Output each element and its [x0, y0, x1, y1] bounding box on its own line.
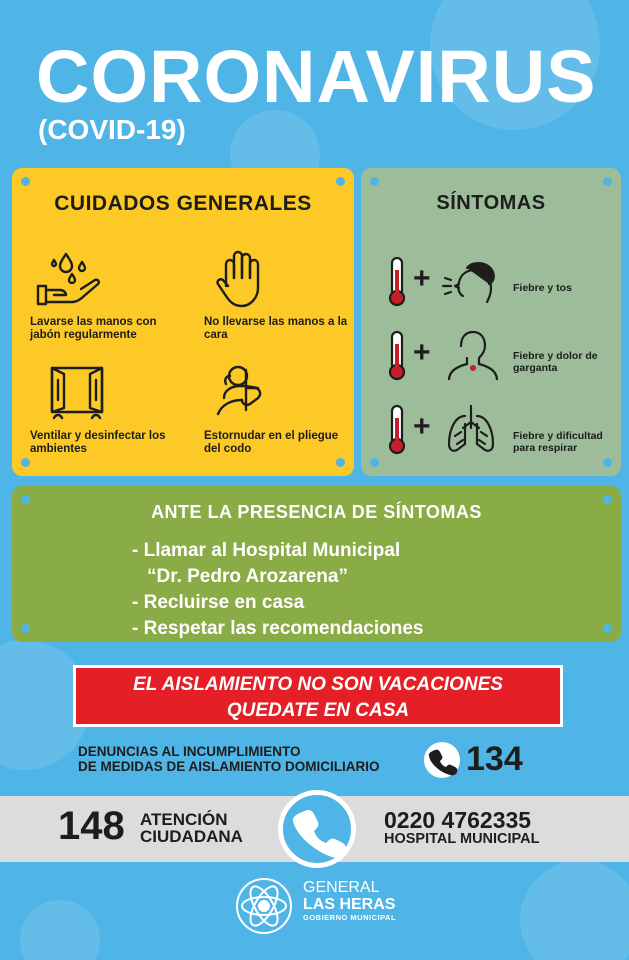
care-item-no-face-touch	[204, 250, 354, 341]
citizen-label-line: CIUDADANA	[140, 827, 243, 846]
plus-icon: +	[413, 410, 431, 443]
hospital-phone-number: 0220 4762335	[384, 807, 532, 833]
symptom-label: Fiebre y dificultad para respirar	[513, 430, 603, 455]
hand-wash-icon	[30, 250, 110, 308]
hand-stop-icon	[204, 250, 284, 308]
symptoms-heading: SÍNTOMAS	[436, 192, 546, 214]
symptom-label: Fiebre y tos	[513, 282, 572, 294]
corner-dot	[336, 177, 345, 186]
window-icon	[30, 364, 110, 422]
symptoms-panel	[361, 168, 621, 476]
care-item-label: Lavarse las manos con jabón regularmente	[30, 316, 157, 341]
citizen-phone-number: 148	[58, 804, 125, 848]
throat-icon	[441, 328, 501, 380]
report-line: DE MEDIDAS DE AISLAMIENTO DOMICILIARIO	[78, 759, 380, 774]
care-item-wash-hands	[30, 250, 180, 341]
banner-line: QUEDATE EN CASA	[226, 700, 410, 721]
citizen-label-line: ATENCIÓN	[140, 810, 228, 829]
plus-icon: +	[413, 336, 431, 369]
logo-line: GOBIERNO MUNICIPAL	[303, 913, 397, 922]
general-care-panel	[12, 168, 354, 476]
phone-icon	[424, 742, 460, 778]
symptom-row-breathing	[387, 402, 617, 464]
page-title: CORONAVIRUS	[36, 35, 597, 118]
list-item: - Llamar al Hospital Municipal	[132, 540, 401, 561]
lungs-icon	[441, 404, 501, 456]
municipality-logo	[234, 876, 294, 936]
corner-dot	[603, 624, 612, 633]
care-item-label: Estornudar en el pliegue del codo	[204, 430, 339, 455]
corner-dot	[21, 624, 30, 633]
symptoms-action-panel	[12, 486, 621, 642]
care-item-ventilate	[30, 364, 180, 455]
report-phone-number: 134	[466, 740, 523, 778]
corner-dot	[21, 177, 30, 186]
action-list	[132, 538, 423, 642]
corner-dot	[603, 177, 612, 186]
corner-dot	[370, 458, 379, 467]
logo-line: GENERAL	[303, 879, 380, 896]
phone-icon	[278, 790, 356, 868]
general-care-heading: CUIDADOS GENERALES	[54, 192, 312, 215]
list-item: - Respetar las recomendaciones	[132, 618, 424, 639]
hospital-label: HOSPITAL MUNICIPAL	[384, 831, 540, 847]
corner-dot	[21, 458, 30, 467]
plus-icon: +	[413, 262, 431, 295]
banner-line: EL AISLAMIENTO NO SON VACACIONES	[133, 674, 503, 695]
background-virus-shape	[20, 900, 100, 960]
thermometer-icon	[387, 330, 407, 382]
report-line: DENUNCIAS AL INCUMPLIMIENTO	[78, 744, 301, 759]
cough-icon	[441, 256, 501, 308]
thermometer-icon	[387, 404, 407, 456]
stay-home-banner	[73, 665, 563, 727]
symptom-label: Fiebre y dolor de garganta	[513, 350, 598, 375]
action-heading: ANTE LA PRESENCIA DE SÍNTOMAS	[151, 502, 482, 522]
municipality-name	[303, 880, 396, 923]
symptom-row-cough	[387, 254, 617, 316]
list-item: “Dr. Pedro Arozarena”	[147, 566, 348, 587]
thermometer-icon	[387, 256, 407, 308]
background-virus-shape	[520, 860, 629, 960]
report-text	[78, 744, 380, 774]
care-item-sneeze-elbow	[204, 364, 354, 455]
sneeze-elbow-icon	[204, 364, 284, 422]
symptom-row-throat	[387, 328, 617, 390]
list-item: - Recluirse en casa	[132, 592, 305, 613]
care-item-label: Ventilar y desinfectar los ambientes	[30, 430, 166, 455]
corner-dot	[370, 177, 379, 186]
logo-line: LAS HERAS	[303, 896, 396, 913]
care-item-label: No llevarse las manos a la cara	[204, 316, 348, 341]
page-subtitle: (COVID-19)	[38, 114, 186, 145]
corner-dot	[336, 458, 345, 467]
citizen-service-label	[140, 811, 243, 845]
